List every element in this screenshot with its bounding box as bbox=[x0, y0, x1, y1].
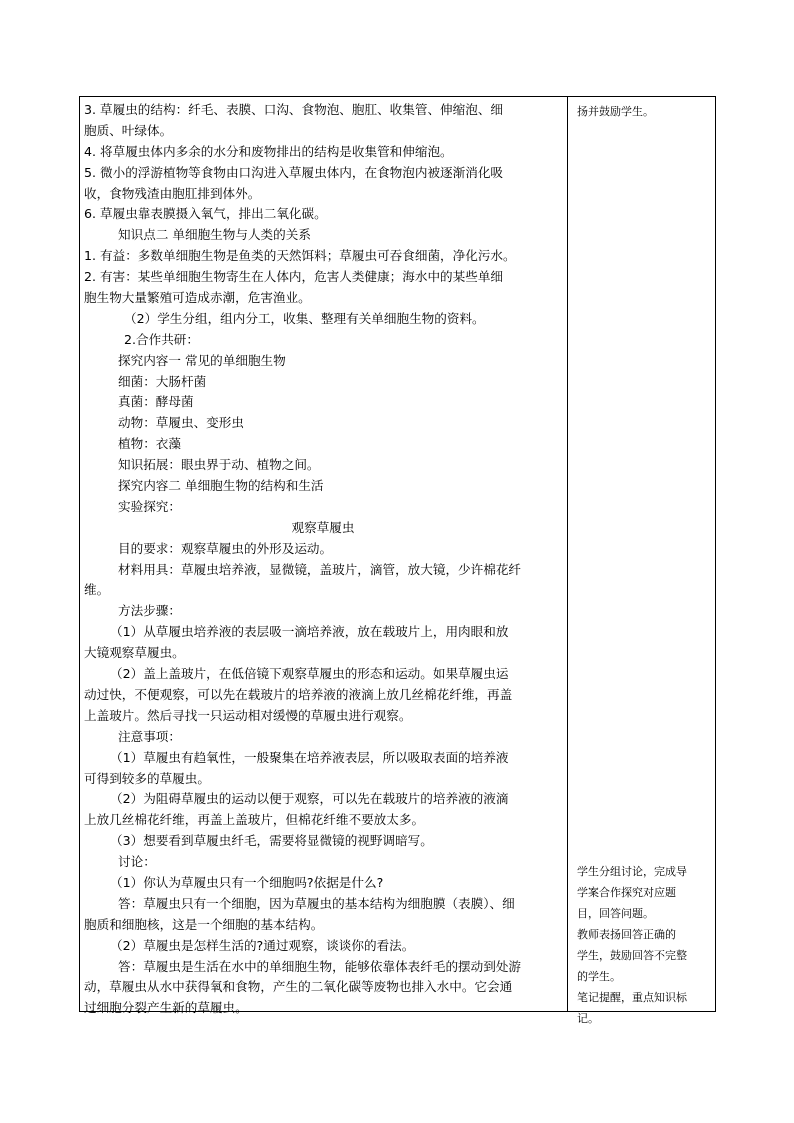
side-note-line: 教师表扬回答正确的 bbox=[577, 928, 676, 941]
content-line: 4. 将草履虫体内多余的水分和废物排出的结构是收集管和伸缩泡。 bbox=[84, 143, 453, 159]
teacher-activity-note-middle bbox=[577, 861, 711, 1029]
content-line: 上放几丝棉花纤维，再盖上盖玻片，但棉花纤维不要放太多。 bbox=[84, 812, 425, 828]
content-line: 答：草履虫只有一个细胞，因为草履虫的基本结构为细胞膜（表膜）、细 bbox=[118, 895, 515, 911]
content-line: 植物：衣藻 bbox=[118, 436, 181, 452]
content-line: 知识拓展：眼虫界于动、植物之间。 bbox=[118, 457, 320, 473]
teaching-content-column bbox=[84, 100, 562, 1019]
side-note-line: 学案合作探究对应题 bbox=[577, 886, 676, 899]
content-line: 大镜观察草履虫。 bbox=[84, 645, 185, 661]
content-line: 动，草履虫从水中获得氧和食物，产生的二氧化碳等废物也排入水中。它会通 bbox=[84, 979, 513, 995]
content-line: 1. 有益：多数单细胞生物是鱼类的天然饵料；草履虫可吞食细菌，净化污水。 bbox=[84, 248, 516, 264]
content-line: 细菌：大肠杆菌 bbox=[118, 373, 207, 389]
side-note-line: 笔记提醒，重点知识标 bbox=[577, 991, 687, 1004]
side-note-line: 学生，鼓励回答不完整 bbox=[577, 949, 687, 962]
content-line: 2.合作共研： bbox=[124, 331, 199, 347]
content-line: （2）草履虫是怎样生活的?通过观察，谈谈你的看法。 bbox=[110, 937, 415, 953]
content-line: 知识点二 单细胞生物与人类的关系 bbox=[118, 227, 311, 243]
content-line: 3. 草履虫的结构：纤毛、表膜、口沟、食物泡、胞肛、收集管、伸缩泡、细 bbox=[84, 102, 504, 117]
content-line: 材料用具：草履虫培养液，显微镜，盖玻片，滴管，放大镜，少许棉花纤 bbox=[118, 561, 521, 577]
content-line: 真菌：酵母菌 bbox=[118, 394, 194, 410]
content-line: （1）从草履虫培养液的表层吸一滴培养液，放在载玻片上，用肉眼和放 bbox=[110, 624, 509, 640]
lesson-plan-table bbox=[79, 96, 716, 1025]
content-line: 目的要求：观察草履虫的外形及运动。 bbox=[118, 540, 333, 556]
content-line: 胞质和细胞核，这是一个细胞的基本结构。 bbox=[84, 916, 324, 932]
column-divider bbox=[567, 97, 568, 1011]
content-line: 可得到较多的草履虫。 bbox=[84, 770, 210, 786]
content-line: 胞质、叶绿体。 bbox=[84, 122, 173, 138]
content-line: 维。 bbox=[84, 582, 110, 598]
content-line: 观察草履虫 bbox=[291, 519, 355, 535]
side-note-line: 扬并鼓励学生。 bbox=[577, 105, 654, 118]
content-line: （2）盖上盖玻片，在低倍镜下观察草履虫的形态和运动。如果草履虫运 bbox=[110, 666, 509, 682]
content-line: 探究内容一 常见的单细胞生物 bbox=[118, 352, 286, 368]
content-line: 答：草履虫是生活在水中的单细胞生物，能够依靠体表纤毛的摆动到处游 bbox=[118, 958, 521, 974]
content-line: （3）想要看到草履虫纤毛，需要将显微镜的视野调暗写。 bbox=[110, 833, 433, 849]
content-line: （1）草履虫有趋氧性，一般聚集在培养液表层，所以吸取表面的培养液 bbox=[110, 749, 509, 765]
content-line: 动物：草履虫、变形虫 bbox=[118, 415, 244, 431]
content-line: 6. 草履虫靠表膜摄入氧气，排出二氧化碳。 bbox=[84, 206, 327, 222]
content-line: 动过快，不便观察，可以先在载玻片的培养液的液滴上放几丝棉花纤维，再盖 bbox=[84, 686, 513, 702]
side-note-line: 目，回答问题。 bbox=[577, 907, 654, 920]
content-line: （2）学生分组，组内分工，收集、整理有关单细胞生物的资料。 bbox=[124, 310, 485, 326]
content-line: 注意事项： bbox=[118, 728, 181, 744]
content-line: （2）为阻碍草履虫的运动以便于观察，可以先在载玻片的培养液的液滴 bbox=[110, 791, 509, 807]
content-line: 过细胞分裂产生新的草履虫。 bbox=[84, 1000, 248, 1016]
side-note-line: 的学生。 bbox=[577, 970, 621, 983]
content-line: 探究内容二 单细胞生物的结构和生活 bbox=[118, 478, 324, 494]
content-line: 2. 有害：某些单细胞生物寄生在人体内，危害人类健康；海水中的某些单细 bbox=[84, 269, 504, 285]
content-line: 实验探究： bbox=[118, 498, 181, 514]
content-line: 5. 微小的浮游植物等食物由口沟进入草履虫体内，在食物泡内被逐渐消化吸 bbox=[84, 164, 504, 180]
content-line: 上盖玻片。然后寻找一只运动相对缓慢的草履虫进行观察。 bbox=[84, 707, 412, 723]
content-line: 胞生物大量繁殖可造成赤潮，危害渔业。 bbox=[84, 290, 311, 306]
content-line: 讨论： bbox=[118, 854, 156, 870]
teacher-activity-note-top bbox=[577, 101, 711, 122]
content-line: 方法步骤： bbox=[118, 603, 181, 619]
content-line: 收，食物残渣由胞肛排到体外。 bbox=[84, 185, 261, 201]
side-note-line: 记。 bbox=[577, 1012, 599, 1025]
content-line: （1）你认为草履虫只有一个细胞吗?依据是什么? bbox=[110, 874, 384, 890]
side-note-line: 学生分组讨论，完成导 bbox=[577, 865, 687, 878]
